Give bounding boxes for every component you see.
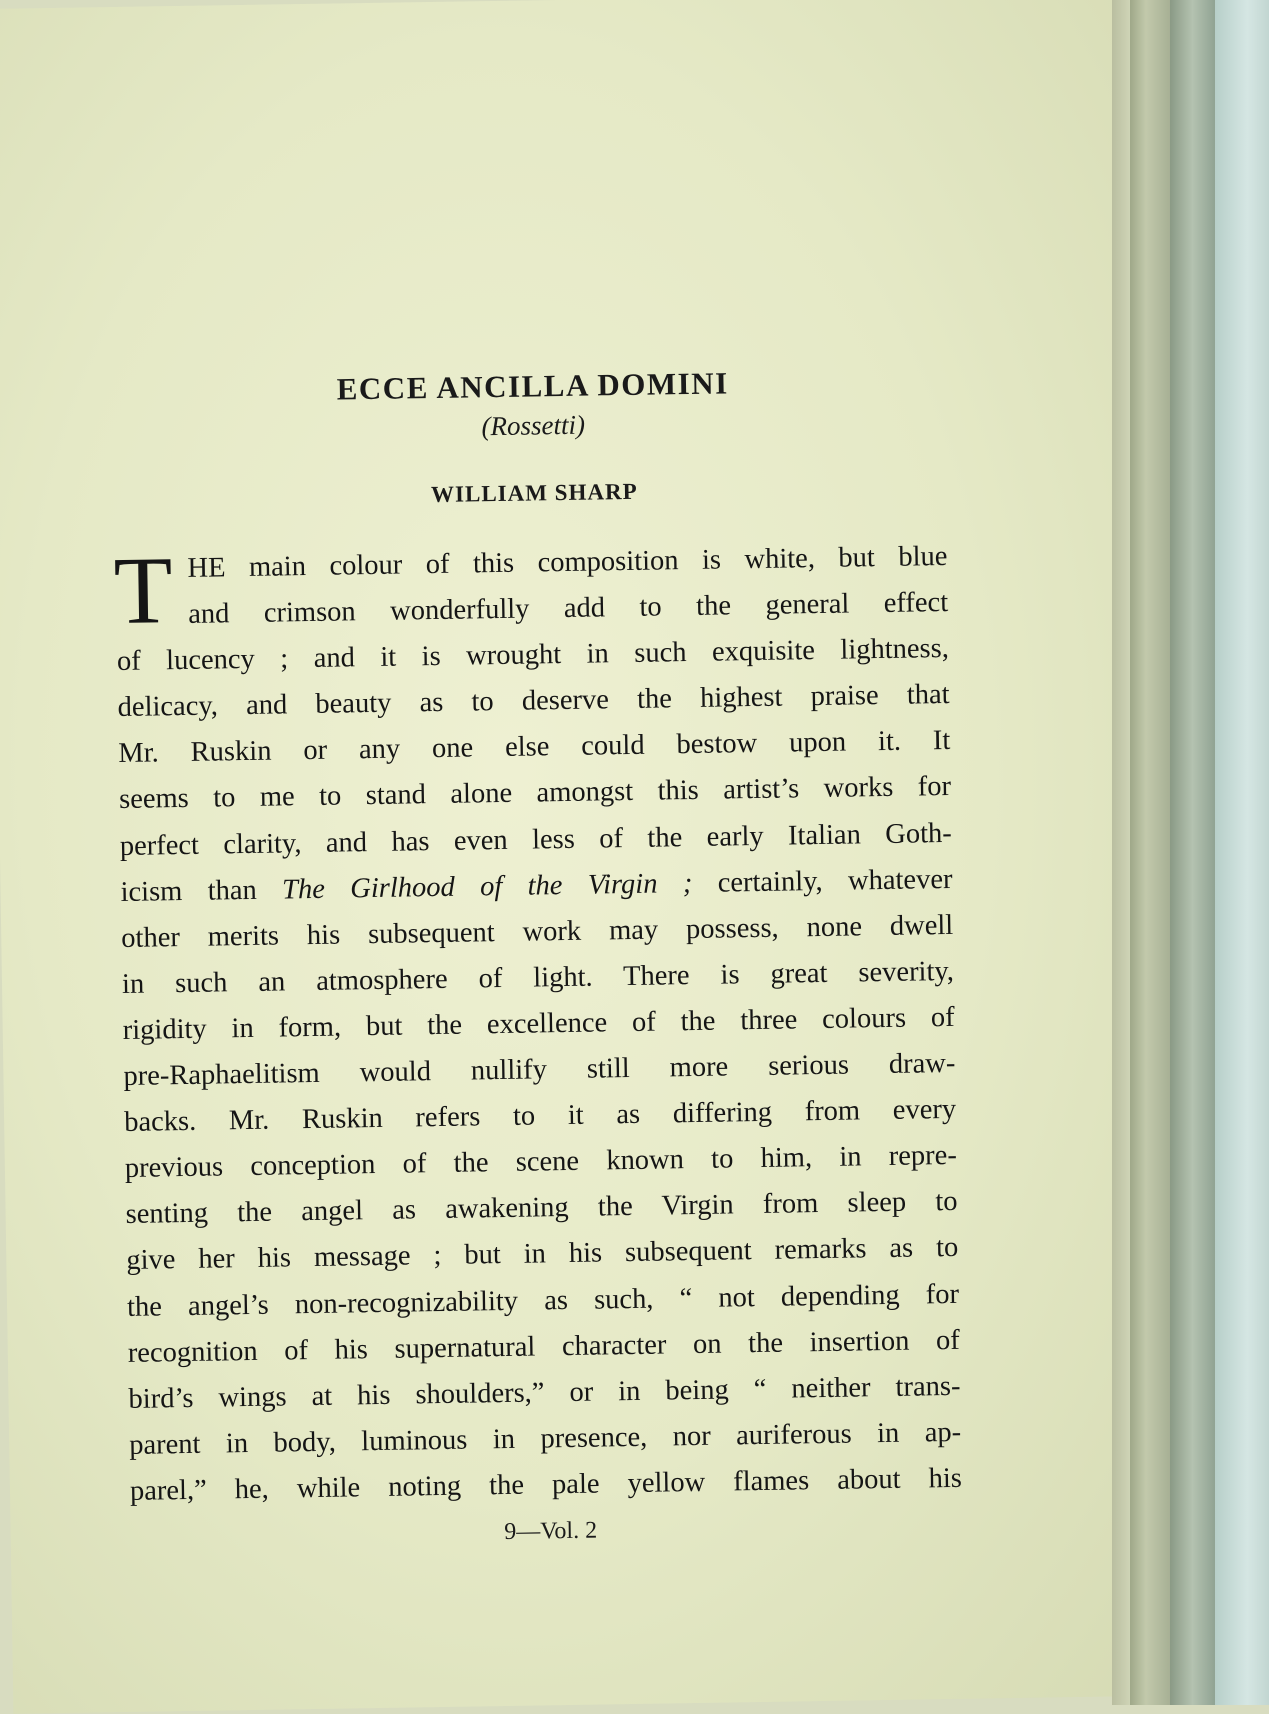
text-line: of lucency ; and it is wrought in such exquisite lightness, xyxy=(116,633,950,678)
page-edge-shadow xyxy=(1112,0,1130,1705)
text-segment: icism than xyxy=(120,874,283,908)
text-segment: certainly, whatever xyxy=(692,863,953,899)
text-line: pre-Raphaelitism would nullify still more serious draw- xyxy=(123,1047,956,1092)
italic-book-title: The Girlhood of the Virgin ; xyxy=(281,867,693,906)
text-line: backs. Mr. Ruskin refers to it as differing from every xyxy=(123,1094,957,1139)
text-line: HE main colour of this composition is white, but blue xyxy=(187,540,948,584)
body-text xyxy=(112,534,963,1515)
author-name: WILLIAM SHARP xyxy=(430,478,638,508)
text-line: and crimson wonderfully add to the general effect xyxy=(187,587,949,630)
text-line: the angel’s non-recognizability as such, “ not depending for xyxy=(126,1278,960,1323)
text-line: in such an atmosphere of light. There is great severity, xyxy=(121,955,955,1000)
text-line: senting the angel as awakening the Virgin from sleep to xyxy=(125,1186,958,1231)
page-title: ECCE ANCILLA DOMINI xyxy=(336,365,729,407)
text-line: parent in body, luminous in presence, nor auriferous in ap- xyxy=(129,1416,962,1461)
text-line: parel,” he, while noting the pale yellow flames about his xyxy=(129,1462,963,1507)
text-line: perfect clarity, and has even less of the early Italian Goth- xyxy=(119,817,952,862)
page-subtitle: (Rossetti) xyxy=(481,409,586,442)
page-footer: 9—Vol. 2 xyxy=(504,1517,598,1546)
book-cover-edge xyxy=(1215,0,1269,1705)
text-line: recognition of his supernatural character on the insertion of xyxy=(127,1324,960,1369)
text-line: give her his message ; but in his subsequent remarks as to xyxy=(126,1232,959,1277)
text-line: other merits his subsequent work may possess, none dwell xyxy=(121,909,954,954)
book-spine-edge xyxy=(1170,0,1215,1705)
text-line: Mr. Ruskin or any one else could bestow upon it. It xyxy=(118,725,951,770)
page-stack-edge xyxy=(1130,0,1170,1705)
text-line: delicacy, and beauty as to deserve the highest praise that xyxy=(117,679,950,724)
text-line: rigidity in form, but the excellence of the three colours of xyxy=(122,1001,955,1046)
drop-cap: T xyxy=(112,536,174,645)
text-line: bird’s wings at his shoulders,” or in being “ neither trans- xyxy=(128,1370,961,1415)
text-line: previous conception of the scene known to him, in repre- xyxy=(124,1140,958,1185)
text-line: seems to me to stand alone amongst this artist’s works for xyxy=(118,771,952,816)
